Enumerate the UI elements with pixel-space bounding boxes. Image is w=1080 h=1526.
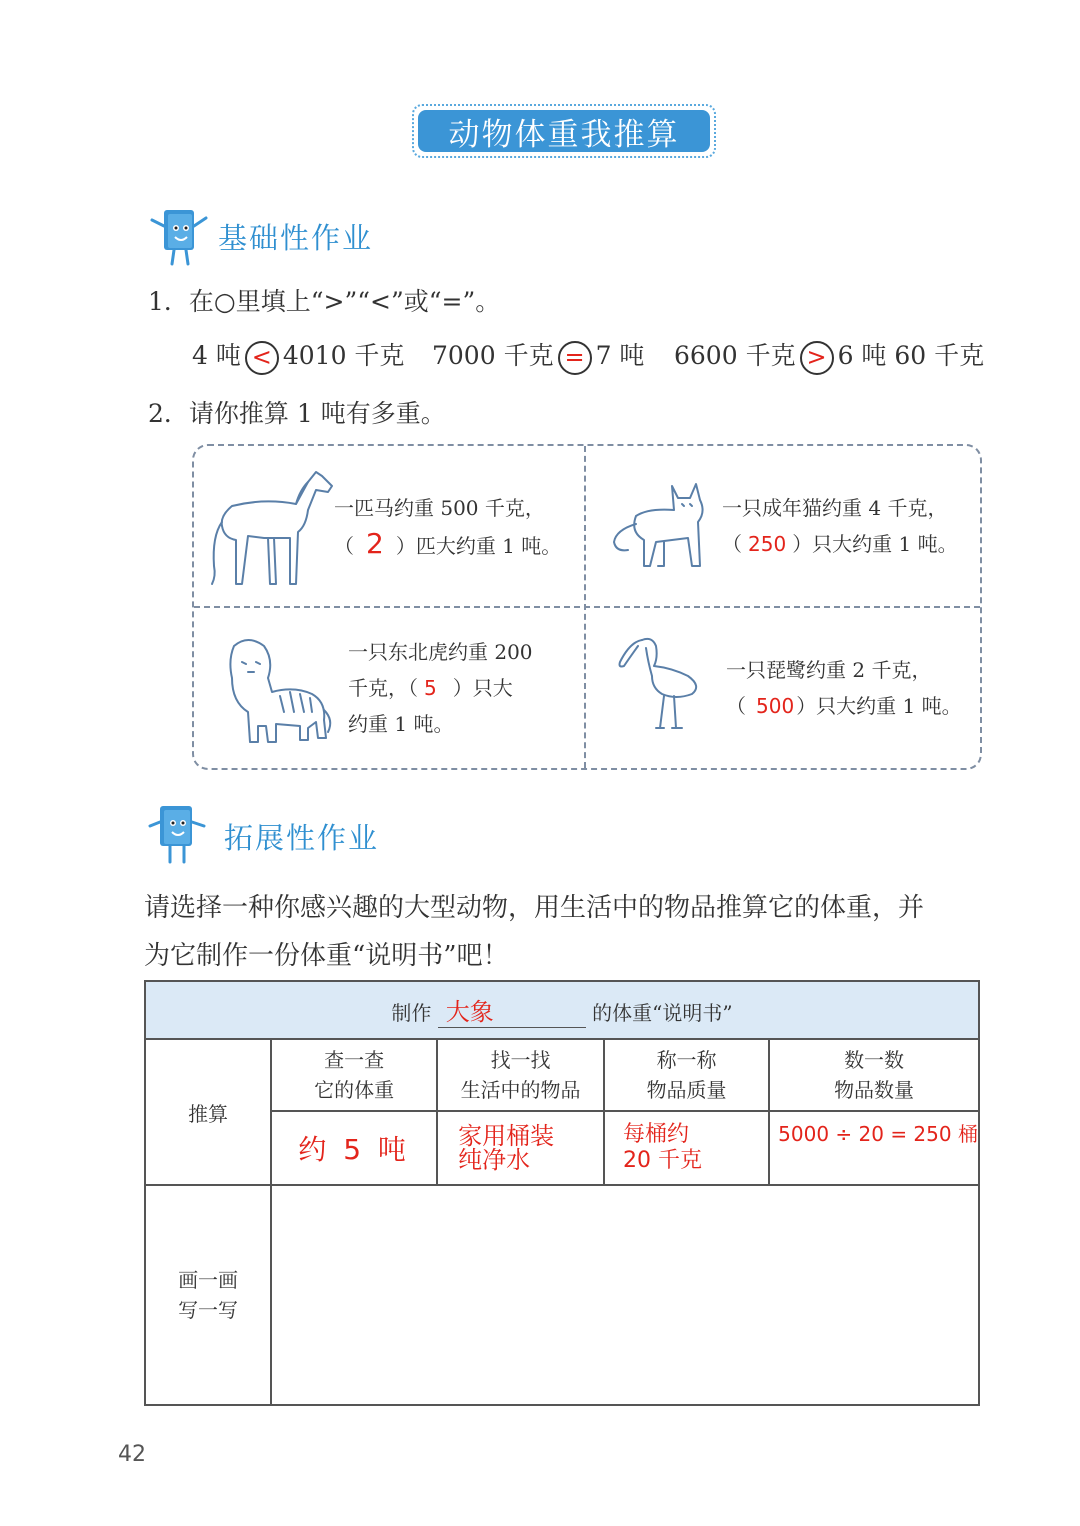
q1-answer-circle-1: < (245, 341, 279, 375)
cat-answer: 250 (748, 532, 787, 556)
title-banner (412, 104, 716, 158)
spoonbill-paren-open: （ (726, 694, 746, 718)
tiger-line1: 一只东北虎约重 200 (348, 640, 533, 664)
q1-item-1 (192, 336, 404, 375)
header-find (437, 1039, 604, 1111)
header-1-l1: 查一查 (324, 1048, 385, 1072)
answer-mass-l1: 每桶约 (623, 1122, 690, 1147)
spoonbill-text (726, 652, 962, 724)
q1-item-2-left: 7000 千克 (432, 341, 554, 370)
tiger-line2-post: ）只大 (452, 676, 513, 700)
caption-post: 的体重“说明书” (592, 1001, 733, 1025)
page-number: 42 (118, 1442, 146, 1467)
extended-prompt-line1: 请选择一种你感兴趣的大型动物，用生活中的物品推算它的体重，并 (144, 893, 925, 923)
q1-item-2-right: 7 吨 (595, 341, 645, 370)
horse-line2 (334, 526, 561, 564)
answer-item-mass (604, 1111, 769, 1185)
answer-weight: 约 5 吨 (271, 1111, 437, 1185)
header-1-l2: 它的体重 (314, 1078, 395, 1102)
tiger-line2 (348, 670, 533, 706)
q2-prompt: 2．请你推算 1 吨有多重。 (148, 399, 446, 428)
answer-item-l1: 家用桶装 (458, 1122, 555, 1150)
header-2-l1: 找一找 (490, 1048, 551, 1072)
header-3-l2: 物品质量 (646, 1078, 727, 1102)
spoonbill-line2-post: ）只大约重 1 吨。 (796, 694, 962, 718)
q1-item-1-right: 4010 千克 (282, 341, 405, 370)
book-mascot-icon-2 (144, 800, 210, 866)
weight-manual-table (144, 980, 980, 1400)
caption-animal-answer: 大象 (438, 992, 586, 1028)
cat-line2-post: ）只大约重 1 吨。 (792, 532, 958, 556)
caption-pre: 制作 (391, 1001, 432, 1025)
horse-line2-post: ）匹大约重 1 吨。 (395, 534, 562, 558)
drawing-area[interactable] (271, 1185, 979, 1405)
header-count (769, 1039, 979, 1111)
extended-homework-heading: 拓展性作业 (224, 821, 380, 855)
row-label-estimate: 推算 (145, 1039, 271, 1185)
q1-answer-circle-3: > (800, 341, 834, 375)
cat-line1: 一只成年猫约重 4 千克， (722, 496, 948, 520)
header-4-l1: 数一数 (844, 1048, 905, 1072)
q1-item-3 (674, 336, 984, 375)
spoonbill-icon (612, 632, 712, 732)
q1-item-2 (432, 336, 644, 375)
animal-box-divider-horizontal (194, 606, 980, 608)
tiger-line2-pre: 千克，（ (348, 676, 418, 700)
book-mascot-icon (148, 206, 212, 268)
spoonbill-answer: 500 (756, 694, 795, 718)
tiger-text (348, 634, 533, 742)
spoonbill-line2 (726, 688, 962, 724)
extended-prompt-line2: 为它制作一份体重“说明书”吧！ (144, 941, 509, 971)
cat-line2 (722, 526, 958, 562)
horse-line1: 一匹马约重 500 千克， (334, 496, 545, 520)
q1-answer-circle-2: = (558, 341, 592, 375)
cat-icon (608, 476, 720, 576)
answer-item (437, 1111, 604, 1185)
q1-item-3-left: 6600 千克 (674, 341, 796, 370)
horse-answer: 2 (366, 527, 384, 560)
header-2-l2: 生活中的物品 (460, 1078, 581, 1102)
row2-label-l2: 写一写 (178, 1298, 239, 1322)
page-title: 动物体重我推算 (418, 110, 710, 152)
extended-prompt (144, 884, 924, 980)
answer-item-l2: 纯净水 (458, 1146, 531, 1174)
horse-icon (204, 466, 336, 592)
answer-count: 5000 ÷ 20 = 250 桶 (769, 1111, 979, 1185)
header-4-l2: 物品数量 (834, 1078, 915, 1102)
row2-label-l1: 画一画 (178, 1268, 239, 1292)
q1-prompt: 1．在○里填上“>”“<”或“=”。 (148, 287, 501, 316)
row-label-draw-write (145, 1185, 271, 1405)
q1-item-1-left: 4 吨 (192, 341, 241, 370)
spoonbill-line1: 一只琵鹭约重 2 千克， (726, 658, 932, 682)
cat-text (722, 490, 958, 562)
table-caption (145, 981, 979, 1039)
answer-mass-l2: 20 千克 (623, 1148, 702, 1173)
basic-homework-heading: 基础性作业 (218, 221, 374, 255)
header-3-l1: 称一称 (656, 1048, 717, 1072)
horse-paren-open: （ (334, 534, 354, 558)
header-weigh (604, 1039, 769, 1111)
tiger-line3: 约重 1 吨。 (348, 712, 454, 736)
horse-text (334, 490, 561, 564)
q1-item-3-right: 6 吨 60 千克 (837, 341, 985, 370)
header-look-up (271, 1039, 437, 1111)
cat-paren-open: （ (722, 532, 742, 556)
tiger-icon (224, 632, 336, 746)
tiger-answer: 5 (424, 676, 437, 700)
